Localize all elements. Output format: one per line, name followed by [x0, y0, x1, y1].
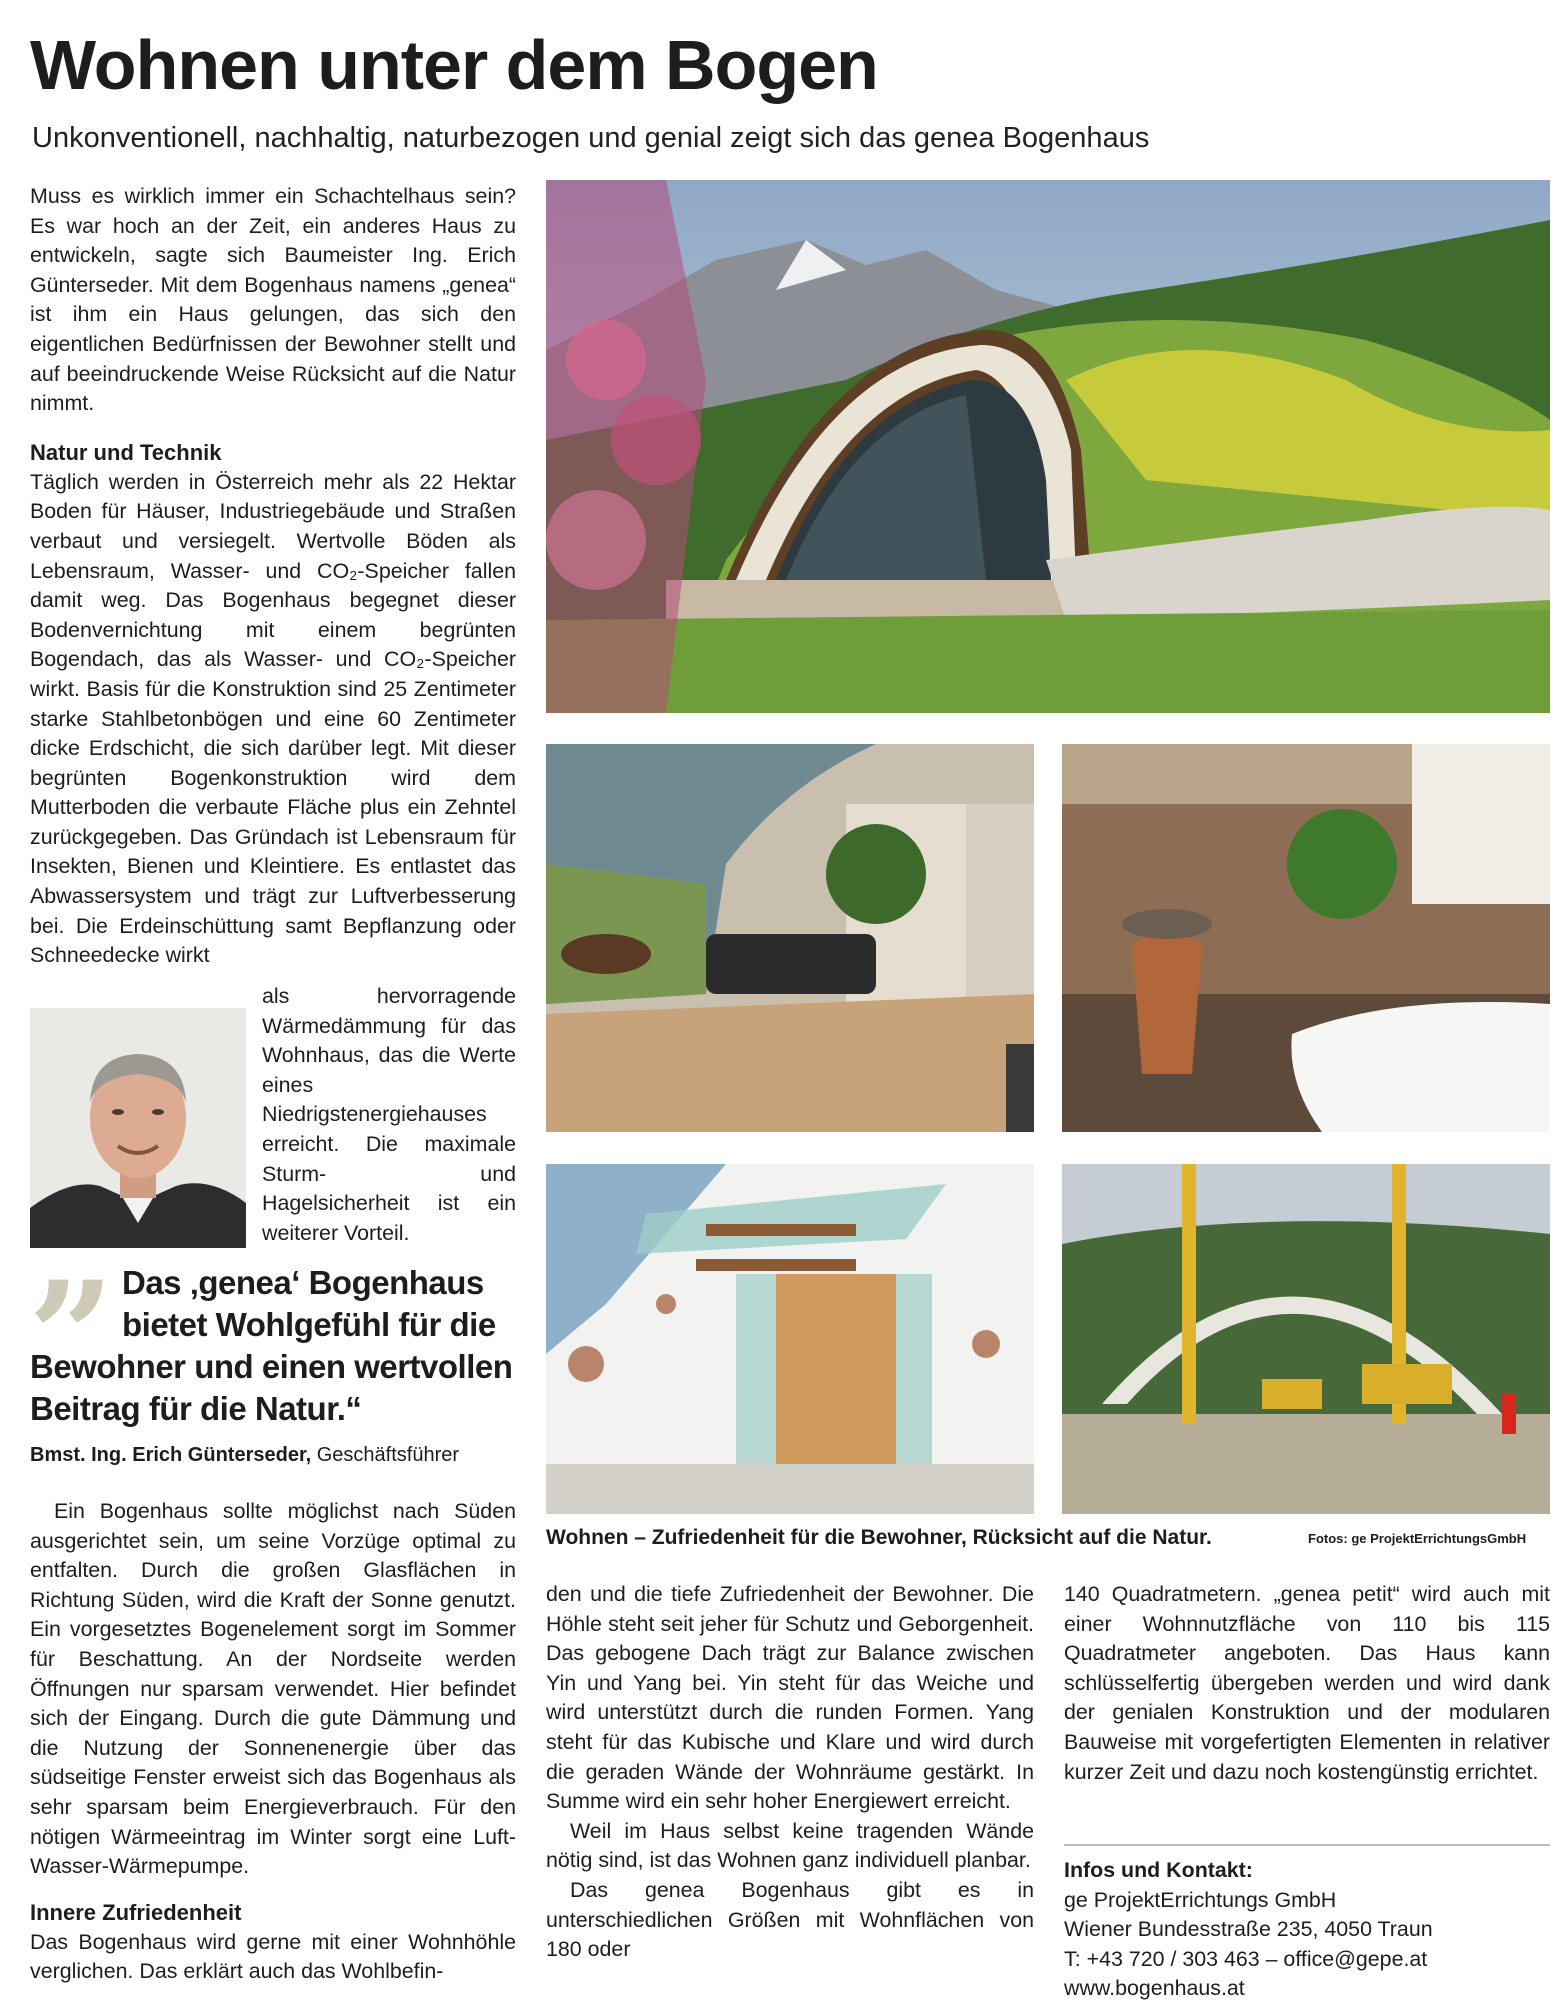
article-column-2 — [546, 1580, 1034, 1965]
contact-box — [1064, 1856, 1550, 2004]
construction-photo — [1062, 1164, 1550, 1514]
contact-heading: Infos und Kontakt: — [1064, 1858, 1253, 1882]
intro-paragraph: Muss es wirklich immer ein Schachtelhaus sein? Es war hoch an der Zeit, ein anderes Haus zu entwickeln, sagte sich Baumeister Ing. Erich Günterseder. Mit dem Bogenhaus namens „genea“ ist ihm ein Haus gelungen, das sich den eigentlichen Bedürfnissen der Bewohner stellt und auf beeindruckende Weise Rücksicht auf die Natur nimmt. — [30, 184, 516, 416]
natur-paragraph: Täglich werden in Österreich mehr als 22 Hektar Boden für Häuser, Industriegebäude und Straßen verbaut und versiegelt. Wertvolle Böden als Lebensraum, Wasser- und CO₂-Speicher fallen damit weg. Das Bogenhaus begegnet dieser Bodenvernichtung mit einem begrünten Bogendach, das als Wasser- und CO₂-Speicher wirkt. Basis für die Konstruktion sind 25 Zentimeter starke Stahlbetonbögen und eine 60 Zentimeter dicke Erdschicht, die sich darüber legt. Mit dieser begrünten Bogenkonstruktion wird dem Mutterboden die verbaute Fläche plus ein Zehntel zurückgegeben. Das Gründach ist Lebensraum für Insekten, Bienen und Kleintiere. Es entlastet das Abwassersystem und trägt zur Luftverbesserung bei. Die Erdeinschüttung samt Bepflanzung oder Schneedecke wirkt — [30, 469, 516, 968]
column-3-paragraph-1: 140 Quadratmetern. „genea petit“ wird auch mit einer Wohnnutzfläche von 110 bis 115 Quadratmeter angeboten. Das Haus kann schlüsselfertig übergeben werden und wird dank der genialen Konstruktion und der modularen Bauweise mit vorgefertigten Elementen in relativer kurzer Zeit und dazu noch kostengünstig errichtet. — [1064, 1582, 1550, 1784]
wrapped-text: als hervorragende Wärmedämmung für das Wohnhaus, das die Werte eines Niedrigstenergiehauses erreicht. Die maximale Sturm- und Hagelsicherheit ist ein weiterer Vorteil. — [262, 984, 516, 1245]
quote-role: Geschäftsführer — [311, 1444, 460, 1466]
bogenhaus-exterior-photo — [546, 180, 1550, 713]
quote-author: Bmst. Ing. Erich Günterseder, — [30, 1444, 312, 1466]
living-room-photo — [546, 744, 1034, 1132]
photo-caption: Wohnen – Zufriedenheit für die Bewohner, Rücksicht auf die Natur. — [546, 1526, 1212, 1549]
article-column-3 — [1064, 1580, 1550, 1787]
entrance-photo — [546, 1164, 1034, 1514]
quote-line-1: Das ‚genea‘ Bogenhaus — [122, 1264, 484, 1301]
contact-company: ge ProjektErrichtungs GmbH — [1064, 1887, 1337, 1912]
quote-line-3: Bewohner und einen wertvollen — [30, 1348, 513, 1385]
bathroom-photo — [1062, 744, 1550, 1132]
wrapped-paragraph — [262, 982, 516, 1248]
photo-credit: Fotos: ge ProjektErrichtungsGmbH — [1308, 1531, 1527, 1546]
contact-website-link[interactable]: www.bogenhaus.at — [1064, 1976, 1245, 2001]
quote-attribution — [30, 1444, 459, 1467]
divider — [1064, 1844, 1550, 1846]
column-2-paragraph-3: Das genea Bogenhaus gibt es in unterschiedlichen Größen mit Wohnflächen von 180 oder — [546, 1877, 1034, 1962]
article-column-1-bottom — [30, 1497, 516, 1987]
innere-paragraph: Das Bogenhaus wird gerne mit einer Wohnhöhle verglichen. Das erklärt auch das Wohlbefin- — [30, 1929, 516, 1984]
contact-address: Wiener Bundesstraße 235, 4050 Traun — [1064, 1917, 1433, 1942]
contact-phone-email[interactable]: T: +43 720 / 303 463 – office@gepe.at — [1064, 1946, 1428, 1971]
column-2-paragraph-2: Weil im Haus selbst keine tragenden Wände nötig sind, ist das Wohnen ganz individuell planbar. — [546, 1818, 1034, 1873]
quote-mark-icon: ” — [28, 1249, 115, 1425]
section-heading-natur: Natur und Technik — [30, 439, 222, 465]
subtitle: Unkonventionell, nachhaltig, naturbezogen und genial zeigt sich das genea Bogenhaus — [32, 122, 1150, 154]
quote-line-4: Beitrag für die Natur.“ — [30, 1390, 362, 1427]
headline: Wohnen unter dem Bogen — [30, 26, 878, 104]
quote-line-2: bietet Wohlgefühl für die — [122, 1306, 496, 1343]
portrait-photo — [30, 1008, 246, 1248]
orientation-paragraph: Ein Bogenhaus sollte möglichst nach Süden ausgerichtet sein, um seine Vorzüge optimal zu entfalten. Durch die großen Glasflächen in Richtung Süden, wird die Kraft der Sonne genutzt. Ein vorgesetztes Bogenelement sorgt im Sommer für Beschattung. An der Nordseite werden Öffnungen nur sparsam verwendet. Hier befindet sich der Eingang. Durch die gute Dämmung und die Nutzung der Sonnenenergie über das südseitige Fenster erweist sich das Bogenhaus als sehr sparsam beim Energieverbrauch. Für den nötigen Wärmeeintrag im Winter sorgt eine Luft-Wasser-Wärmepumpe. — [30, 1499, 516, 1879]
section-heading-innere: Innere Zufriedenheit — [30, 1899, 242, 1925]
article-column-1-top — [30, 182, 516, 971]
column-2-paragraph-1: den und die tiefe Zufriedenheit der Bewohner. Die Höhle steht seit jeher für Schutz und Geborgenheit. Das gebogene Dach trägt zur Balance zwischen Yin und Yang bei. Yin steht für das Weiche und wird unterstützt durch die runden Formen. Yang steht für das Kubische und Klare und wird durch die geraden Wände der Wohnräume gestärkt. In Summe wird ein sehr hoher Energiewert erreicht. — [546, 1582, 1034, 1814]
